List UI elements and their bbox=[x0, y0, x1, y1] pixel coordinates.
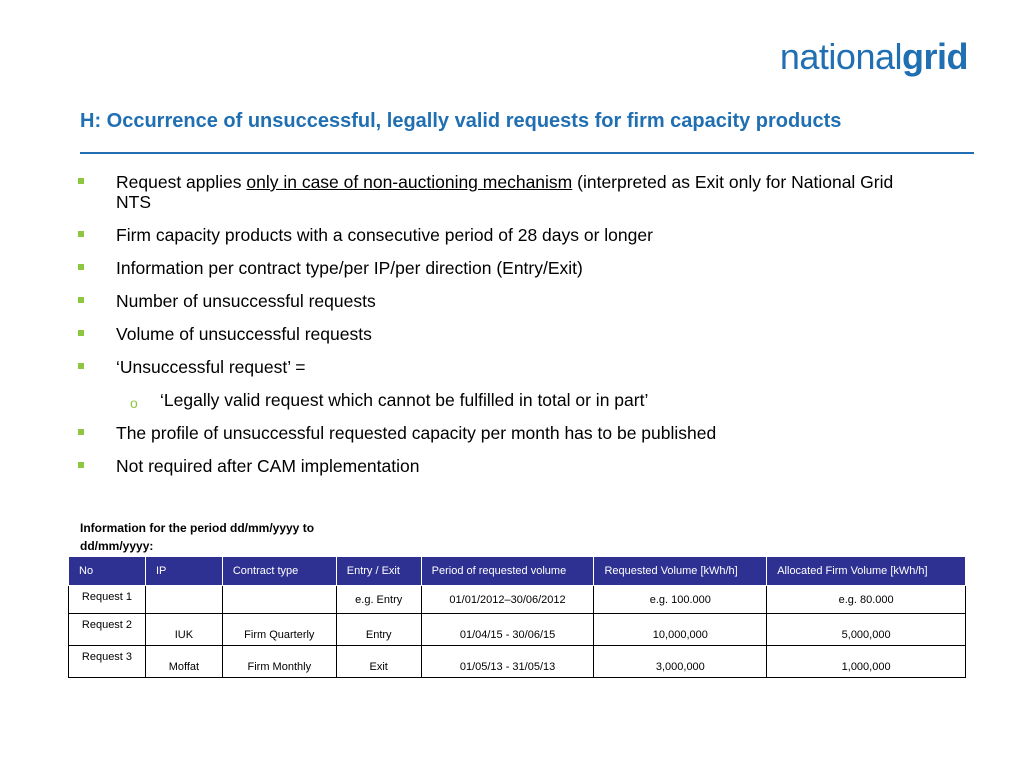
bullet-item bbox=[78, 456, 918, 476]
national-grid-logo bbox=[780, 36, 968, 78]
logo-text-grid: grid bbox=[902, 36, 968, 77]
table-cell: 3,000,000 bbox=[594, 646, 767, 678]
bullet-item bbox=[78, 324, 918, 344]
bullet-text: Information per contract type/per IP/per direction (Entry/Exit) bbox=[116, 258, 583, 278]
square-bullet-icon bbox=[78, 178, 84, 184]
column-header-allocated-volume: Allocated Firm Volume [kWh/h] bbox=[767, 557, 966, 586]
table-cell: 5,000,000 bbox=[767, 614, 966, 646]
table-cell: Entry bbox=[336, 614, 421, 646]
table-row bbox=[69, 646, 966, 678]
bullet-text: Volume of unsuccessful requests bbox=[116, 324, 372, 344]
bullet-text-pre: Request applies bbox=[116, 172, 247, 192]
column-header-period: Period of requested volume bbox=[421, 557, 594, 586]
bullet-text-underlined: only in case of non-auctioning mechanism bbox=[246, 172, 573, 192]
table-cell: 10,000,000 bbox=[594, 614, 767, 646]
square-bullet-icon bbox=[78, 462, 84, 468]
column-header-contract-type: Contract type bbox=[222, 557, 336, 586]
table-header-row bbox=[69, 557, 966, 586]
table-cell: 01/05/13 - 31/05/13 bbox=[421, 646, 594, 678]
table-cell: e.g. 100.000 bbox=[594, 586, 767, 614]
logo-text-national: national bbox=[779, 36, 902, 77]
square-bullet-icon bbox=[78, 264, 84, 270]
table-cell: Request 1 bbox=[69, 586, 146, 614]
bullet-item bbox=[78, 291, 918, 311]
table-cell: e.g. 80.000 bbox=[767, 586, 966, 614]
square-bullet-icon bbox=[78, 429, 84, 435]
table-cell: Request 2 bbox=[69, 614, 146, 646]
bullet-text: The profile of unsuccessful requested capacity per month has to be published bbox=[116, 423, 717, 443]
table-cell: Firm Quarterly bbox=[222, 614, 336, 646]
table-cell bbox=[145, 586, 222, 614]
bullet-item bbox=[78, 423, 918, 443]
bullet-list bbox=[78, 172, 918, 489]
unsuccessful-requests-table bbox=[68, 556, 966, 678]
table-cell: 01/04/15 - 30/06/15 bbox=[421, 614, 594, 646]
bullet-text: Firm capacity products with a consecutive period of 28 days or longer bbox=[116, 225, 653, 245]
column-header-requested-volume: Requested Volume [kWh/h] bbox=[594, 557, 767, 586]
table-cell bbox=[222, 586, 336, 614]
sub-bullet-text: ‘Legally valid request which cannot be fulfilled in total or in part’ bbox=[160, 390, 649, 410]
square-bullet-icon bbox=[78, 330, 84, 336]
table-cell: 01/01/2012–30/06/2012 bbox=[421, 586, 594, 614]
bullet-text-post: (interpreted as Exit only for National Grid NTS bbox=[116, 172, 894, 212]
bullet-item bbox=[78, 225, 918, 245]
table-cell: Firm Monthly bbox=[222, 646, 336, 678]
bullet-item bbox=[78, 172, 918, 212]
table-cell: 1,000,000 bbox=[767, 646, 966, 678]
bullet-item bbox=[78, 357, 918, 377]
column-header-ip: IP bbox=[145, 557, 222, 586]
bullet-text: Not required after CAM implementation bbox=[116, 456, 420, 476]
bullet-text: ‘Unsuccessful request’ = bbox=[116, 357, 306, 377]
bullet-text: Number of unsuccessful requests bbox=[116, 291, 376, 311]
bullet-item bbox=[78, 258, 918, 278]
sub-bullet-item bbox=[78, 390, 918, 410]
column-header-entry-exit: Entry / Exit bbox=[336, 557, 421, 586]
table-row bbox=[69, 586, 966, 614]
table-cell: Moffat bbox=[145, 646, 222, 678]
column-header-no: No bbox=[69, 557, 146, 586]
square-bullet-icon bbox=[78, 231, 84, 237]
title-divider bbox=[80, 152, 974, 154]
table-row bbox=[69, 614, 966, 646]
square-bullet-icon bbox=[78, 297, 84, 303]
table-cell: Exit bbox=[336, 646, 421, 678]
table-cell: Request 3 bbox=[69, 646, 146, 678]
circle-bullet-icon: o bbox=[130, 395, 138, 411]
square-bullet-icon bbox=[78, 363, 84, 369]
slide-title: H: Occurrence of unsuccessful, legally valid requests for firm capacity products bbox=[80, 110, 842, 132]
table-cell: IUK bbox=[145, 614, 222, 646]
table-cell: e.g. Entry bbox=[336, 586, 421, 614]
table-caption: Information for the period dd/mm/yyyy to dd/mm/yyyy: bbox=[80, 521, 315, 553]
